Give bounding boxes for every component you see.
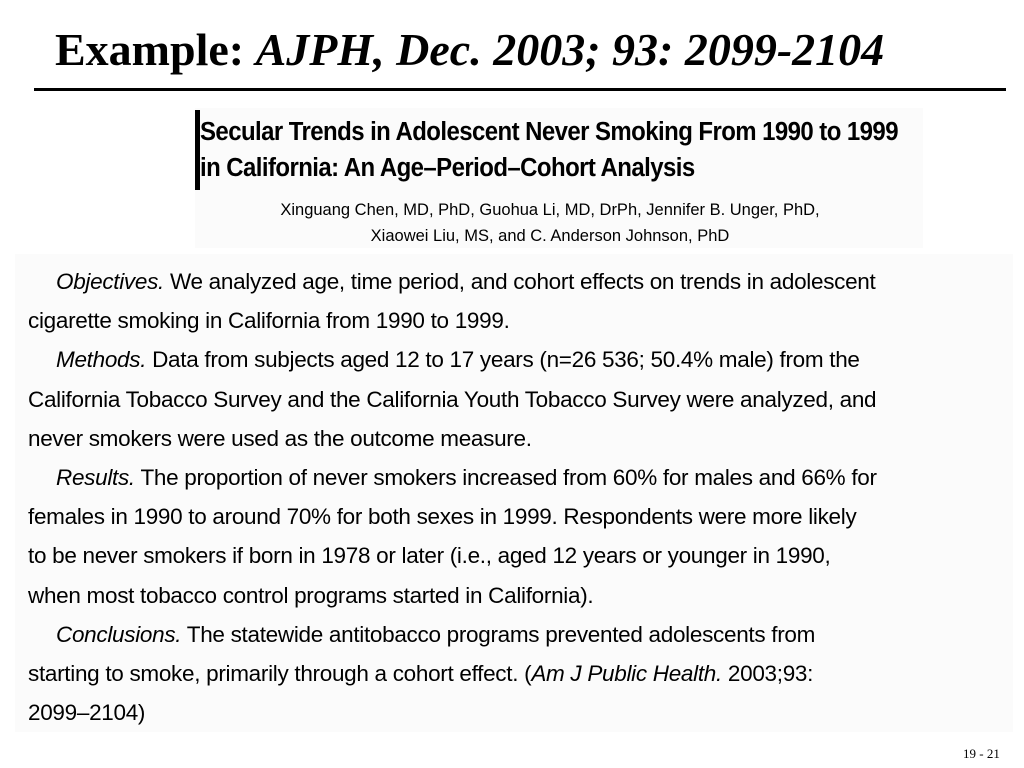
- methods-text: Data from subjects aged 12 to 17 years (n=26 536; 50.4% male) from the: [152, 347, 860, 373]
- results-label: Results.: [56, 464, 135, 490]
- abstract-line: cigarette smoking in California from 1990 to 1999.: [28, 308, 510, 334]
- abstract-line: when most tobacco control programs started in California).: [28, 582, 594, 608]
- abstract-line: [28, 262, 1003, 301]
- methods-label: Methods.: [56, 347, 147, 373]
- authors-line: Xiaowei Liu, MS, and C. Anderson Johnson, PhD: [370, 227, 730, 245]
- conclusions-label: Conclusions.: [56, 621, 182, 647]
- abstract: [28, 262, 1003, 732]
- slide-title: [55, 22, 1015, 78]
- abstract-line: [28, 654, 1003, 693]
- objectives-label: Objectives.: [56, 269, 164, 294]
- slide-title-citation: AJPH, Dec. 2003; 93: 2099-2104: [255, 24, 885, 75]
- citation-volume: 2003;93:: [721, 660, 814, 686]
- conclusions-text: The statewide antitobacco programs prevented adolescents from: [186, 621, 816, 647]
- article-title-line: in California: An Age–Period–Cohort Analysis: [200, 154, 695, 182]
- article-authors: [200, 197, 900, 249]
- article-title: [200, 114, 898, 186]
- article-title-line: Secular Trends in Adolescent Never Smoking From 1990 to 1999: [200, 118, 898, 146]
- abstract-line: California Tobacco Survey and the California Youth Tobacco Survey were analyzed, and: [28, 386, 877, 412]
- title-divider: [34, 88, 1006, 91]
- abstract-line: never smokers were used as the outcome measure.: [28, 425, 532, 451]
- slide-title-prefix: Example:: [55, 24, 245, 75]
- abstract-line: [28, 458, 1003, 497]
- conclusions-text: starting to smoke, primarily through a cohort effect. (: [28, 660, 532, 686]
- abstract-line: to be never smokers if born in 1978 or later (i.e., aged 12 years or younger in 1990,: [28, 543, 831, 569]
- journal-name: Am J Public Health.: [531, 660, 722, 686]
- objectives-text: We analyzed age, time period, and cohort effects on trends in adolescent: [169, 269, 876, 294]
- abstract-line: [28, 340, 1003, 379]
- authors-line: Xinguang Chen, MD, PhD, Guohua Li, MD, DrPh, Jennifer B. Unger, PhD,: [280, 201, 820, 219]
- abstract-line: females in 1990 to around 70% for both sexes in 1999. Respondents were more likely: [28, 504, 857, 530]
- abstract-line: [28, 615, 1003, 654]
- results-text: The proportion of never smokers increased from 60% for males and 66% for: [140, 464, 877, 490]
- page-number: 19 - 21: [963, 746, 1000, 761]
- abstract-line: 2099–2104): [28, 700, 146, 726]
